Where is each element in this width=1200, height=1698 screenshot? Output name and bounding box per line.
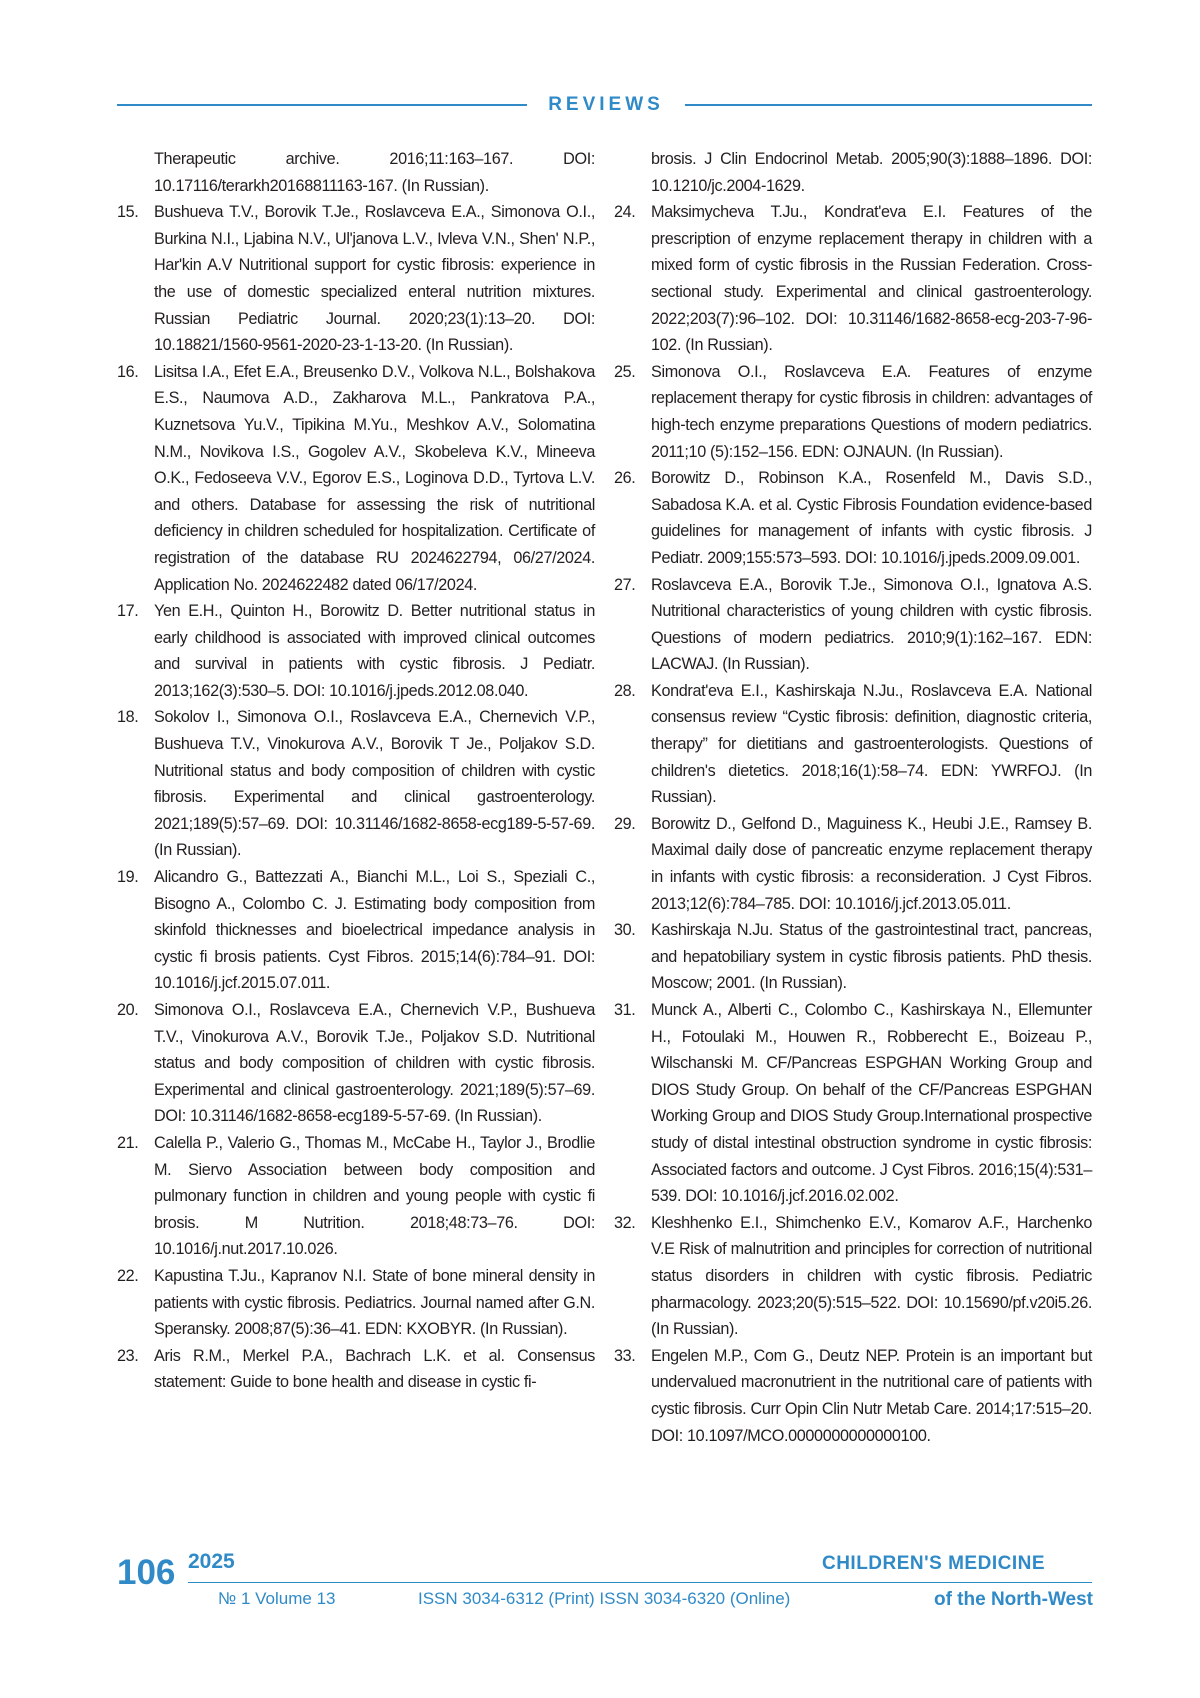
reference-number: 15. [117, 203, 139, 222]
reference-number: 26. [614, 469, 636, 488]
reference-text: Kleshhenko E.I., Shimchenko E.V., Komarov A.F., Harchenko V.E Risk of malnutrition and principles for correction of nutritional status disorders in children with cystic fibrosis. Pediatric pharmacology. 2023;20(5):515–522. DOI: 10.15690/pf.v20i5.26. (In Russian). [651, 1213, 1092, 1339]
reference-text: Kapustina T.Ju., Kapranov N.I. State of bone mineral density in patients with cystic fibrosis. Pediatrics. Journal named after G.N. Speransky. 2008;87(5):36–41. EDN: KXOBYR. (In Russian). [154, 1266, 595, 1339]
reference-text: Engelen M.P., Com G., Deutz NEP. Protein is an important but undervalued macronutrient in the nutritional care of patients with cystic fibrosis. Curr Opin Clin Nutr Metab Care. 2014;17:515–20. DOI: 10.1097/MCO.0000000000000100. [651, 1346, 1092, 1445]
reference-text: Therapeutic archive. 2016;11:163–167. DOI: 10.17116/terarkh20168811163-167. (In Russian). [154, 150, 595, 195]
reference-number: 32. [614, 1213, 636, 1232]
reference-text: Simonova O.I., Roslavceva E.A., Chernevich V.P., Bushueva T.V., Vinokurova A.V., Borovik T.Je., Poljakov S.D. Nutritional status and body composition of children with cystic fibrosis. Experimental and clinical gastroenterology. 2021;189(5):57–69. DOI: 10.31146/1682-8658-ecg189-5-57-69. (In Russian). [154, 1001, 595, 1126]
references-column-right [614, 146, 1092, 1449]
reference-item [614, 359, 1092, 465]
reference-item [614, 917, 1092, 997]
reference-number: 33. [614, 1346, 636, 1365]
header-rule-right [685, 104, 1092, 106]
reference-text: Munck A., Alberti C., Colombo C., Kashirskaya N., Ellemunter H., Fotoulaki M., Houwen R., Robberecht E., Boizeau P., Wilschanski M. CF/Pancreas ESPGHAN Working Group and DIOS Study Group. On behalf of the CF/Pancreas ESPGHAN Working Group and DIOS Study Group.International prospective study of distal intestinal obstruction syndrome in cystic fibrosis: Associated factors and outcome. J Cyst Fibros. 2016;15(4):531–539. DOI: 10.1016/j.jcf.2016.02.002. [651, 1001, 1092, 1206]
header-rule-left [117, 104, 527, 106]
issue-year: 2025 [188, 1550, 235, 1573]
issue-volume: № 1 Volume 13 [218, 1589, 336, 1608]
reference-item [614, 465, 1092, 571]
reference-text: Yen E.H., Quinton H., Borowitz D. Better nutritional status in early childhood is associated with improved clinical outcomes and survival in patients with cystic fibrosis. J Pediatr. 2013;162(3):530–5. DOI: 10.1016/j.jpeds.2012.08.040. [154, 602, 595, 700]
reference-number: 28. [614, 681, 636, 700]
reference-item [117, 359, 595, 598]
reference-item [117, 704, 595, 864]
reference-item [614, 199, 1092, 359]
reference-item [614, 146, 1092, 199]
section-title: REVIEWS [548, 94, 664, 115]
reference-number: 25. [614, 362, 636, 381]
section-header [117, 92, 1092, 118]
reference-item [117, 1263, 595, 1343]
reference-item [614, 572, 1092, 678]
reference-text: Calella P., Valerio G., Thomas M., McCabe H., Taylor J., Brodlie M. Siervo Association between body composition and pulmonary function in children and young people with cystic fi brosis. M Nutrition. 2018;48:73–76. DOI: 10.1016/j.nut.2017.10.026. [154, 1133, 595, 1259]
reference-number: 20. [117, 1001, 139, 1019]
reference-text: Bushueva T.V., Borovik T.Je., Roslavceva E.A., Simonova O.I., Burkina N.I., Ljabina N.V., Ul'janova L.V., Ivleva V.N., Shen' N.P., Har'kin A.V Nutritional support for cystic fibrosis: experience in the use of domestic specialized enteral nutrition mixtures. Russian Pediatric Journal. 2020;23(1):13–20. DOI: 10.18821/1560-9561-2020-23-1-13-20. (In Russian). [154, 203, 595, 355]
footer-rule [188, 1582, 1092, 1583]
reference-item [614, 1343, 1092, 1449]
reference-number: 30. [614, 921, 636, 940]
reference-number: 24. [614, 203, 636, 222]
reference-text: Simonova O.I., Roslavceva E.A. Features of enzyme replacement therapy for cystic fibrosis in children: advantages of high-tech enzyme preparations Questions of modern pediatrics. 2011;10 (5):152–156. EDN: OJNAUN. (In Russian). [651, 362, 1092, 461]
reference-item [117, 146, 595, 199]
reference-number: 16. [117, 362, 139, 381]
reference-item [614, 678, 1092, 811]
reference-number: 22. [117, 1266, 139, 1285]
reference-item [117, 1343, 595, 1396]
journal-subtitle: of the North-West [933, 1589, 1093, 1610]
reference-text: Borowitz D., Robinson K.A., Rosenfeld M., Davis S.D., Sabadosa K.A. et al. Cystic Fibrosis Foundation evidence-based guidelines for management of infants with cystic fibrosis. J Pediatr. 2009;155:573–593. DOI: 10.1016/j.jpeds.2009.09.001. [651, 469, 1092, 567]
reference-text: Alicandro G., Battezzati A., Bianchi M.L., Loi S., Speziali C., Bisogno A., Colombo C. J. Estimating body composition from skinfold thicknesses and bioelectrical impedance analysis in cystic fi brosis patients. Cyst Fibros. 2015;14(6):784–91. DOI: 10.1016/j.jcf.2015.07.011. [154, 868, 595, 993]
reference-text: brosis. J Clin Endocrinol Metab. 2005;90(3):1888–1896. DOI: 10.1210/jc.2004-1629. [651, 150, 1092, 195]
reference-item [117, 864, 595, 997]
reference-item [117, 199, 595, 359]
reference-number: 17. [117, 602, 139, 621]
reference-text: Lisitsa I.A., Efet E.A., Breusenko D.V., Volkova N.L., Bolshakova E.S., Naumova A.D., Zakharova M.L., Pankratova P.A., Kuznetsova Yu.V., Tipikina M.Yu., Meshkov A.V., Solomatina N.M., Novikova I.S., Gogolev A.V., Skobeleva K.V., Mineeva O.K., Fedoseeva V.V., Egorov E.S., Loginova D.D., Tyrtova L.V. and others. Database for assessing the risk of nutritional deficiency in children scheduled for hospitalization. Certificate of registration of the database RU 2024622794, 06/27/2024. Application No. 2024622482 dated 06/17/2024. [154, 362, 595, 594]
reference-text: Sokolov I., Simonova O.I., Roslavceva E.A., Chernevich V.P., Bushueva T.V., Vinokurova A.V., Borovik T Je., Poljakov S.D. Nutritional status and body composition of children with cystic fibrosis. Experimental and clinical gastroenterology. 2021;189(5):57–69. DOI: 10.31146/1682-8658-ecg189-5-57-69. (In Russian). [154, 708, 595, 860]
reference-number: 21. [117, 1133, 139, 1152]
reference-number: 31. [614, 1001, 636, 1019]
reference-text: Borowitz D., Gelfond D., Maguiness K., Heubi J.E., Ramsey B. Maximal daily dose of pancreatic enzyme replacement therapy in infants with cystic fibrosis: a reconsideration. J Cyst Fibros. 2013;12(6):784–785. DOI: 10.1016/j.jcf.2013.05.011. [651, 814, 1092, 913]
journal-title: CHILDREN'S MEDICINE [821, 1553, 1045, 1574]
reference-item [614, 811, 1092, 917]
reference-text: Roslavceva E.A., Borovik T.Je., Simonova O.I., Ignatova A.S. Nutritional characteristics of young children with cystic fibrosis. Questions of modern pediatrics. 2010;9(1):162–167. EDN: LACWAJ. (In Russian). [651, 575, 1092, 674]
reference-text: Kashirskaja N.Ju. Status of the gastrointestinal tract, pancreas, and hepatobiliary system in cystic fibrosis patients. PhD thesis. Moscow; 2001. (In Russian). [651, 921, 1092, 993]
page-number: 106 [117, 1553, 176, 1592]
references-column-left [117, 146, 595, 1396]
reference-number: 19. [117, 868, 139, 887]
reference-item [117, 997, 595, 1130]
reference-item [117, 1130, 595, 1263]
reference-text: Maksimycheva T.Ju., Kondrat'eva E.I. Features of the prescription of enzyme replacement therapy in children with a mixed form of cystic fibrosis in the Russian Federation. Cross-sectional study. Experimental and clinical gastroenterology. 2022;203(7):96–102. DOI: 10.31146/1682-8658-ecg-203-7-96-102. (In Russian). [651, 203, 1092, 355]
reference-item [614, 1210, 1092, 1343]
reference-item [117, 598, 595, 704]
reference-number: 29. [614, 814, 636, 833]
issn: ISSN 3034-6312 (Print) ISSN 3034-6320 (Online) [418, 1589, 791, 1608]
reference-number: 18. [117, 708, 139, 727]
reference-text: Aris R.M., Merkel P.A., Bachrach L.K. et al. Consensus statement: Guide to bone health and disease in cystic fi- [154, 1346, 595, 1392]
reference-number: 23. [117, 1346, 139, 1365]
reference-number: 27. [614, 575, 636, 594]
reference-text: Kondrat'eva E.I., Kashirskaja N.Ju., Roslavceva E.A. National consensus review “Cystic fibrosis: definition, diagnostic criteria, therapy” for dietitians and gastroenterologists. Questions of children's dietetics. 2018;16(1):58–74. EDN: YWRFOJ. (In Russian). [651, 681, 1092, 807]
reference-item [614, 997, 1092, 1210]
